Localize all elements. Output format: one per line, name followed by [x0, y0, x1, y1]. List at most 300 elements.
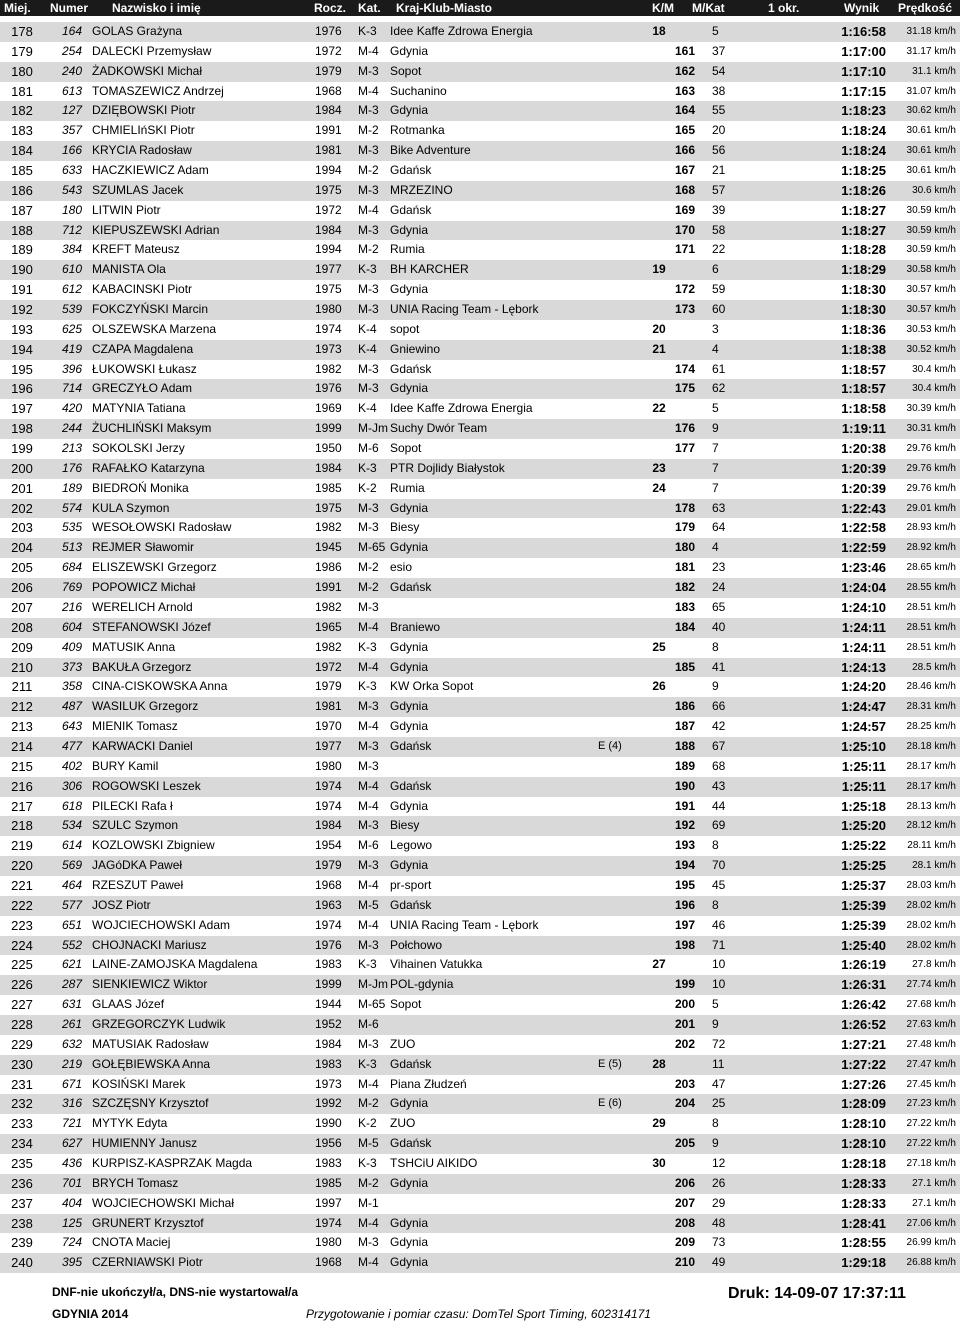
category-place-cell: 23 — [712, 560, 726, 575]
year-cell: 1991 — [315, 580, 342, 595]
time-cell: 1:18:30 — [841, 302, 886, 318]
header-mkat: M/Kat — [692, 1, 725, 15]
position-cell: 192 — [11, 302, 33, 318]
position-cell: 214 — [11, 738, 33, 754]
club-cell: Piana Złudzeń — [390, 1076, 467, 1091]
speed-cell: 28.02 km/h — [906, 939, 956, 951]
name-cell: DALECKI Przemysław — [92, 43, 212, 58]
year-cell: 1980 — [315, 1235, 342, 1250]
category-cell: M-4 — [358, 83, 379, 98]
position-cell: 202 — [11, 500, 33, 516]
category-cell: M-6 — [358, 441, 379, 456]
footer-timing: Przygotowanie i pomiar czasu: DomTel Sport Timing, 602314171 — [306, 1307, 651, 1321]
position-cell: 199 — [11, 441, 33, 457]
speed-cell: 28.92 km/h — [906, 542, 956, 554]
category-place-cell: 67 — [712, 738, 726, 753]
year-cell: 1980 — [315, 302, 342, 317]
men-place-cell: 185 — [674, 659, 696, 674]
table-row — [0, 1174, 960, 1194]
name-cell: SZCZĘSNY Krzysztof — [92, 1096, 209, 1111]
category-place-cell: 54 — [712, 63, 726, 78]
category-cell: M-4 — [358, 877, 379, 892]
time-cell: 1:25:11 — [841, 758, 886, 774]
category-cell: M-5 — [358, 1136, 379, 1151]
table-row — [0, 717, 960, 737]
name-cell: LITWIN Piotr — [92, 202, 161, 217]
name-cell: CZAPA Magdalena — [92, 341, 194, 356]
men-place-cell: 165 — [674, 123, 696, 138]
position-cell: 185 — [11, 163, 33, 179]
time-cell: 1:26:19 — [841, 957, 886, 973]
men-place-cell: 177 — [674, 441, 696, 456]
men-place-cell: 178 — [674, 500, 696, 515]
bib-number-cell: 769 — [62, 580, 83, 595]
club-cell: Braniewo — [390, 619, 441, 634]
speed-cell: 27.47 km/h — [906, 1058, 956, 1070]
bib-number-cell: 402 — [62, 758, 83, 773]
position-cell: 217 — [11, 798, 33, 814]
bib-number-cell: 166 — [62, 143, 83, 158]
bib-number-cell: 306 — [62, 778, 83, 793]
category-place-cell: 4 — [712, 341, 719, 356]
name-cell: KOZLOWSKI Zbigniew — [92, 838, 215, 853]
year-cell: 1974 — [315, 1215, 342, 1230]
club-cell: Bike Adventure — [390, 143, 471, 158]
speed-cell: 28.13 km/h — [906, 800, 956, 812]
men-place-cell: 183 — [674, 599, 696, 614]
category-cell: M-Jm — [358, 421, 388, 436]
category-cell: M-2 — [358, 163, 379, 178]
category-place-cell: 7 — [712, 441, 719, 456]
year-cell: 1975 — [315, 182, 342, 197]
club-cell: Gdynia — [390, 1215, 429, 1230]
category-cell: M-3 — [358, 818, 379, 833]
bib-number-cell: 464 — [62, 877, 83, 892]
table-row — [0, 737, 960, 757]
category-place-cell: 6 — [712, 262, 719, 277]
bib-number-cell: 543 — [62, 182, 83, 197]
category-cell: M-4 — [358, 1255, 379, 1270]
name-cell: KIEPUSZEWSKI Adrian — [92, 222, 220, 237]
category-place-cell: 9 — [712, 421, 719, 436]
table-row — [0, 896, 960, 916]
table-row — [0, 777, 960, 797]
bib-number-cell: 396 — [62, 361, 83, 376]
position-cell: 184 — [11, 143, 33, 159]
year-cell: 1999 — [315, 977, 342, 992]
time-cell: 1:17:10 — [841, 63, 886, 79]
bib-number-cell: 213 — [62, 441, 83, 456]
table-row — [0, 419, 960, 439]
category-place-cell: 42 — [712, 719, 726, 734]
year-cell: 1983 — [315, 957, 342, 972]
table-row — [0, 379, 960, 399]
category-cell: K-2 — [358, 1116, 377, 1131]
men-place-cell: 189 — [674, 758, 696, 773]
club-cell: Rumia — [390, 480, 425, 495]
position-cell: 223 — [11, 917, 33, 933]
position-cell: 207 — [11, 599, 33, 615]
category-cell: M-4 — [358, 798, 379, 813]
speed-cell: 28.25 km/h — [906, 721, 956, 733]
speed-cell: 28.11 km/h — [907, 840, 956, 852]
name-cell: HACZKIEWICZ Adam — [92, 163, 209, 178]
name-cell: SOKOLSKI Jerzy — [92, 441, 185, 456]
club-cell: Gdańsk — [390, 738, 432, 753]
position-cell: 182 — [11, 103, 33, 119]
bib-number-cell: 651 — [62, 917, 83, 932]
women-place-cell: 30 — [652, 1155, 666, 1170]
position-cell: 219 — [11, 838, 33, 854]
category-place-cell: 48 — [712, 1215, 726, 1230]
header-rocz: Rocz. — [314, 1, 347, 15]
men-place-cell: 180 — [674, 540, 696, 555]
year-cell: 1999 — [315, 421, 342, 436]
club-cell: Sopot — [390, 997, 422, 1012]
speed-cell: 28.51 km/h — [906, 641, 956, 653]
category-cell: M-2 — [358, 560, 379, 575]
bib-number-cell: 240 — [62, 63, 83, 78]
year-cell: 1981 — [315, 699, 342, 714]
women-place-cell: 18 — [652, 24, 666, 38]
men-place-cell: 174 — [674, 361, 696, 376]
category-place-cell: 61 — [712, 361, 726, 376]
name-cell: SIENKIEWICZ Wiktor — [92, 977, 208, 992]
table-row — [0, 360, 960, 380]
bib-number-cell: 577 — [62, 897, 83, 912]
bib-number-cell: 404 — [62, 1195, 83, 1210]
name-cell: ELISZEWSKI Grzegorz — [92, 560, 217, 575]
club-cell: Gdynia — [390, 500, 429, 515]
table-row — [0, 836, 960, 856]
table-row — [0, 499, 960, 519]
results-table — [0, 22, 960, 1273]
men-place-cell: 197 — [674, 917, 696, 932]
table-row — [0, 975, 960, 995]
year-cell: 1977 — [315, 738, 342, 753]
time-cell: 1:17:15 — [841, 83, 886, 99]
women-place-cell: 28 — [652, 1056, 666, 1071]
table-row — [0, 260, 960, 280]
speed-cell: 30.6 km/h — [912, 184, 956, 196]
position-cell: 188 — [11, 222, 33, 238]
bib-number-cell: 712 — [62, 222, 83, 237]
table-row — [0, 300, 960, 320]
position-cell: 221 — [11, 877, 33, 893]
bib-number-cell: 618 — [62, 798, 83, 813]
year-cell: 1974 — [315, 778, 342, 793]
position-cell: 238 — [11, 1215, 33, 1231]
club-cell: UNIA Racing Team - Lębork — [390, 302, 539, 317]
bib-number-cell: 487 — [62, 699, 83, 714]
table-row — [0, 62, 960, 82]
time-cell: 1:16:58 — [841, 24, 886, 39]
year-cell: 1976 — [315, 381, 342, 396]
table-row — [0, 955, 960, 975]
category-place-cell: 21 — [712, 163, 726, 178]
bib-number-cell: 244 — [62, 421, 83, 436]
time-cell: 1:24:47 — [841, 699, 886, 715]
men-place-cell: 195 — [674, 877, 696, 892]
time-cell: 1:24:11 — [841, 619, 886, 635]
category-cell: M-65 — [358, 540, 386, 555]
men-place-cell: 202 — [674, 1036, 696, 1051]
name-cell: OLSZEWSKA Marzena — [92, 321, 217, 336]
position-cell: 203 — [11, 520, 33, 536]
time-cell: 1:20:39 — [841, 460, 886, 476]
table-row — [0, 757, 960, 777]
bib-number-cell: 535 — [62, 520, 83, 535]
time-cell: 1:20:39 — [841, 480, 886, 496]
category-place-cell: 38 — [712, 83, 726, 98]
club-cell: Gdynia — [390, 43, 429, 58]
name-cell: TOMASZEWICZ Andrzej — [92, 83, 224, 98]
speed-cell: 30.62 km/h — [906, 105, 956, 117]
men-place-cell: 190 — [674, 778, 696, 793]
bib-number-cell: 633 — [62, 163, 83, 178]
time-cell: 1:26:42 — [841, 997, 886, 1013]
category-cell: M-4 — [358, 1215, 379, 1230]
men-place-cell: 173 — [674, 302, 696, 317]
category-place-cell: 63 — [712, 500, 726, 515]
position-cell: 197 — [11, 401, 33, 417]
men-place-cell: 170 — [674, 222, 696, 237]
men-place-cell: 208 — [674, 1215, 696, 1230]
time-cell: 1:26:52 — [841, 1016, 886, 1032]
year-cell: 1994 — [315, 163, 342, 178]
men-place-cell: 196 — [674, 897, 696, 912]
year-cell: 1983 — [315, 1155, 342, 1170]
header-predkosc: Prędkość — [898, 1, 953, 15]
bib-number-cell: 721 — [62, 1116, 83, 1131]
footer-event: GDYNIA 2014 — [52, 1307, 129, 1321]
speed-cell: 29.01 km/h — [906, 502, 956, 514]
women-place-cell: 24 — [652, 480, 666, 495]
note-cell: E (5) — [598, 1057, 622, 1070]
name-cell: GRZEGORCZYK Ludwik — [92, 1016, 226, 1031]
category-cell: K-3 — [358, 1155, 377, 1170]
name-cell: WOJCIECHOWSKI Adam — [92, 917, 231, 932]
men-place-cell: 179 — [674, 520, 696, 535]
speed-cell: 28.46 km/h — [906, 681, 956, 693]
table-row — [0, 797, 960, 817]
name-cell: WESOŁOWSKI Radosław — [92, 520, 232, 535]
category-cell: M-4 — [358, 43, 379, 58]
note-cell: E (6) — [598, 1097, 622, 1110]
table-row — [0, 1015, 960, 1035]
category-cell: M-3 — [358, 103, 379, 118]
time-cell: 1:22:59 — [841, 540, 886, 556]
club-cell: PTR Dojlidy Białystok — [390, 460, 505, 475]
bib-number-cell: 164 — [62, 24, 83, 38]
club-cell: Gdańsk — [390, 1136, 432, 1151]
club-cell: Gdynia — [390, 282, 429, 297]
category-cell: M-3 — [358, 738, 379, 753]
speed-cell: 30.4 km/h — [912, 363, 956, 375]
bib-number-cell: 625 — [62, 321, 83, 336]
category-cell: M-3 — [358, 1235, 379, 1250]
club-cell: Gniewino — [390, 341, 441, 356]
time-cell: 1:18:36 — [841, 321, 886, 337]
men-place-cell: 168 — [674, 182, 696, 197]
year-cell: 1963 — [315, 897, 342, 912]
position-cell: 210 — [11, 659, 33, 675]
speed-cell: 28.03 km/h — [906, 879, 956, 891]
category-cell: M-2 — [358, 242, 379, 257]
year-cell: 1984 — [315, 460, 342, 475]
time-cell: 1:23:46 — [841, 560, 886, 576]
header-okr: 1 okr. — [768, 1, 800, 15]
bib-number-cell: 420 — [62, 401, 83, 416]
name-cell: KREFT Mateusz — [92, 242, 180, 257]
category-cell: M-6 — [358, 838, 379, 853]
speed-cell: 30.57 km/h — [906, 304, 956, 316]
category-place-cell: 56 — [712, 143, 726, 158]
time-cell: 1:28:33 — [841, 1195, 886, 1211]
year-cell: 1984 — [315, 103, 342, 118]
women-place-cell: 27 — [652, 957, 666, 972]
year-cell: 1973 — [315, 341, 342, 356]
speed-cell: 30.31 km/h — [906, 423, 956, 435]
time-cell: 1:28:10 — [841, 1136, 886, 1152]
time-cell: 1:26:31 — [841, 977, 886, 993]
category-place-cell: 43 — [712, 778, 726, 793]
header-kat: Kat. — [358, 1, 381, 15]
category-place-cell: 40 — [712, 619, 726, 634]
speed-cell: 30.61 km/h — [906, 165, 956, 177]
year-cell: 1952 — [315, 1016, 342, 1031]
category-place-cell: 71 — [712, 937, 726, 952]
table-row — [0, 995, 960, 1015]
category-place-cell: 59 — [712, 282, 726, 297]
footer-printed: Druk: 14-09-07 17:37:11 — [728, 1285, 906, 1302]
bib-number-cell: 671 — [62, 1076, 83, 1091]
table-row — [0, 856, 960, 876]
speed-cell: 31.17 km/h — [906, 45, 956, 57]
position-cell: 239 — [11, 1235, 33, 1251]
speed-cell: 27.45 km/h — [906, 1078, 956, 1090]
year-cell: 1974 — [315, 798, 342, 813]
speed-cell: 30.52 km/h — [906, 343, 956, 355]
speed-cell: 30.61 km/h — [906, 125, 956, 137]
name-cell: CZERNIAWSKI Piotr — [92, 1255, 203, 1270]
name-cell: MATUSIAK Radosław — [92, 1036, 209, 1051]
category-cell: K-4 — [358, 341, 377, 356]
time-cell: 1:18:57 — [841, 381, 886, 397]
speed-cell: 27.23 km/h — [906, 1098, 956, 1110]
men-place-cell: 167 — [674, 163, 696, 178]
men-place-cell: 201 — [674, 1016, 696, 1031]
note-cell: E (4) — [598, 739, 622, 752]
club-cell: Gdynia — [390, 1235, 429, 1250]
category-place-cell: 7 — [712, 480, 719, 495]
speed-cell: 31.18 km/h — [906, 26, 956, 37]
position-cell: 194 — [11, 341, 33, 357]
category-cell: K-3 — [358, 24, 377, 38]
category-place-cell: 4 — [712, 540, 719, 555]
time-cell: 1:25:25 — [841, 858, 886, 874]
name-cell: CHMIELIńSKI Piotr — [92, 123, 195, 138]
category-cell: K-3 — [358, 1056, 377, 1071]
bib-number-cell: 610 — [62, 262, 83, 277]
name-cell: KULA Szymon — [92, 500, 170, 515]
speed-cell: 27.74 km/h — [906, 979, 956, 991]
time-cell: 1:18:27 — [841, 222, 886, 238]
table-row — [0, 479, 960, 499]
category-cell: M-3 — [358, 302, 379, 317]
time-cell: 1:25:22 — [841, 838, 886, 854]
table-row — [0, 280, 960, 300]
year-cell: 1982 — [315, 520, 342, 535]
category-place-cell: 73 — [712, 1235, 726, 1250]
year-cell: 1979 — [315, 858, 342, 873]
category-place-cell: 8 — [712, 639, 719, 654]
name-cell: JOSZ Piotr — [92, 897, 151, 912]
position-cell: 196 — [11, 381, 33, 397]
position-cell: 212 — [11, 699, 33, 715]
men-place-cell: 192 — [674, 818, 696, 833]
name-cell: MIENIK Tomasz — [92, 719, 178, 734]
time-cell: 1:29:18 — [841, 1255, 886, 1271]
bib-number-cell: 724 — [62, 1235, 83, 1250]
category-cell: M-3 — [358, 143, 379, 158]
name-cell: WASILUK Grzegorz — [92, 699, 199, 714]
table-row — [0, 121, 960, 141]
club-cell: Idee Kaffe Zdrowa Energia — [390, 401, 533, 416]
time-cell: 1:18:23 — [841, 103, 886, 119]
table-row — [0, 201, 960, 221]
bib-number-cell: 552 — [62, 937, 83, 952]
club-cell: Gdynia — [390, 659, 429, 674]
time-cell: 1:24:11 — [841, 639, 886, 655]
year-cell: 1972 — [315, 659, 342, 674]
speed-cell: 28.55 km/h — [906, 582, 956, 594]
category-place-cell: 62 — [712, 381, 726, 396]
club-cell: Sopot — [390, 441, 422, 456]
year-cell: 1997 — [315, 1195, 342, 1210]
category-cell: M-3 — [358, 599, 379, 614]
table-row — [0, 459, 960, 479]
name-cell: RZESZUT Paweł — [92, 877, 184, 892]
table-row — [0, 161, 960, 181]
club-cell: Gdynia — [390, 699, 429, 714]
club-cell: Suchy Dwór Team — [390, 421, 488, 436]
time-cell: 1:19:11 — [841, 421, 886, 437]
year-cell: 1968 — [315, 877, 342, 892]
bib-number-cell: 189 — [62, 480, 83, 495]
year-cell: 1984 — [315, 222, 342, 237]
category-cell: M-6 — [358, 1016, 379, 1031]
men-place-cell: 209 — [674, 1235, 696, 1250]
speed-cell: 27.1 km/h — [912, 1197, 956, 1209]
time-cell: 1:18:24 — [841, 123, 886, 139]
category-place-cell: 11 — [712, 1056, 725, 1071]
bib-number-cell: 384 — [62, 242, 83, 257]
speed-cell: 28.17 km/h — [906, 760, 956, 772]
time-cell: 1:18:27 — [841, 202, 886, 218]
year-cell: 1982 — [315, 639, 342, 654]
club-cell: Gdańsk — [390, 580, 432, 595]
year-cell: 1969 — [315, 401, 342, 416]
year-cell: 1979 — [315, 679, 342, 694]
position-cell: 209 — [11, 639, 33, 655]
year-cell: 1984 — [315, 818, 342, 833]
year-cell: 1944 — [315, 997, 342, 1012]
table-row — [0, 1214, 960, 1234]
men-place-cell: 161 — [674, 43, 696, 58]
category-cell: M-3 — [358, 699, 379, 714]
bib-number-cell: 219 — [62, 1056, 83, 1071]
